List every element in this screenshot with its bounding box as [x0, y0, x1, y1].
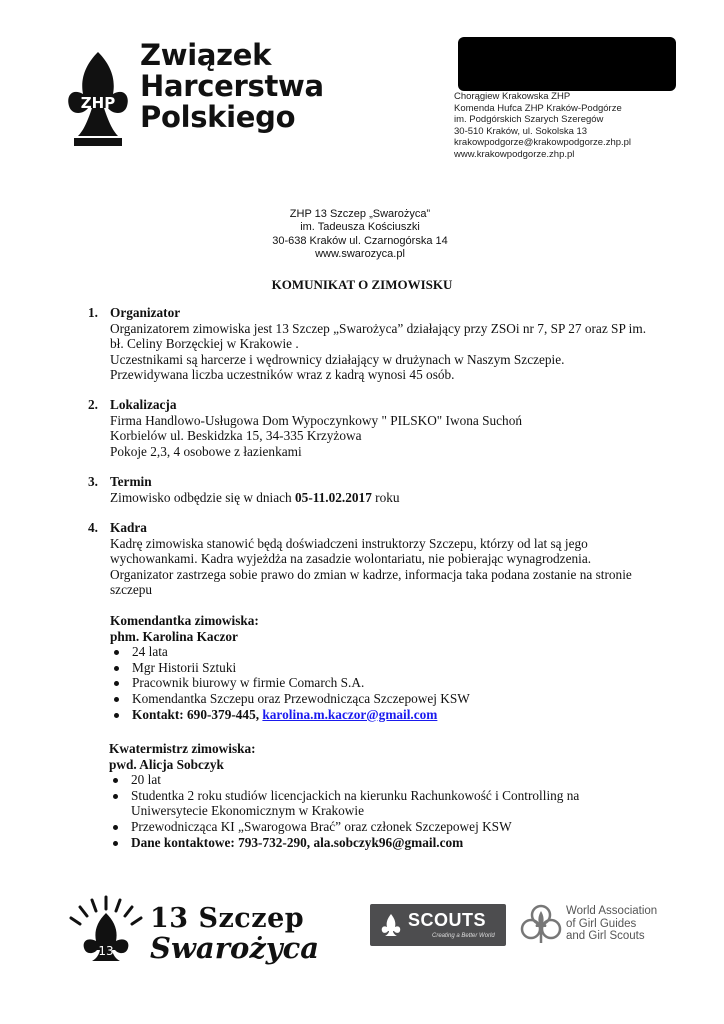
hq-address-line: 30-510 Kraków, ul. Sokolska 13 [454, 125, 588, 137]
zhp-lily-logo [66, 50, 130, 150]
troop-wordmark-line2: Swarożyca [150, 931, 320, 965]
section-location [88, 397, 648, 459]
wagggs-line: and Girl Scouts [566, 930, 645, 942]
list-item: Komendantka Szczepu oraz Przewodnicząca Szczepowej KSW [111, 691, 648, 707]
section-line: bł. Celiny Borzęckiej w Krakowie . [110, 336, 299, 352]
section-heading: Termin [110, 474, 152, 489]
section-line: Organizatorem zimowiska jest 13 Szczep „Swarożyca” działający przy ZSOi nr 7, SP 27 oraz SP im. [110, 320, 647, 336]
list-item [111, 707, 648, 723]
fleur-de-lis-icon [380, 913, 402, 937]
section-line: Organizator zastrzega sobie prawo do zmian w kadrze, informacja taka podana zostanie na stronie [110, 566, 632, 582]
list-item: 20 lat [110, 772, 648, 788]
list-item: Pracownik biurowy w firmie Comarch S.A. [111, 675, 648, 691]
section-line: Uczestnikami są harcerze i wędrownicy działający w drużynach w Naszym Szczepie. [110, 351, 565, 367]
wordmark-line: Związek [140, 38, 272, 72]
list-item-line: Studentka 2 roku studiów licencjackich na kierunku Rachunkowość i Controlling na [131, 787, 580, 803]
troop-address-line: im. Tadeusza Kościuszki [300, 221, 420, 234]
list-item: Mgr Historii Sztuki [111, 660, 648, 676]
commandant-email-link[interactable]: karolina.m.kaczor@gmail.com [262, 706, 438, 722]
section-line: Przewidywana liczba uczestników wraz z kadrą wynosi 45 osób. [110, 367, 455, 383]
hq-address-line: im. Podgórskich Szarych Szeregów [454, 114, 604, 126]
wordmark-line: Harcerstwa [140, 69, 324, 103]
section-line [110, 490, 648, 506]
wagggs-line: of Girl Guides [566, 917, 637, 930]
hq-address-block [454, 91, 714, 161]
camp-dates: 05-11.02.2017 [295, 489, 372, 505]
scouts-label: SCOUTS [408, 910, 487, 930]
section-line: Korbielów ul. Beskidzka 15, 34-335 Krzyżowa [110, 428, 362, 444]
troop-address-line: ZHP 13 Szczep „Swarożyca” [289, 208, 431, 220]
date-text-after: roku [371, 489, 400, 505]
hq-address-line: Chorągiew Krakowska ZHP [454, 91, 571, 102]
section-line: Pokoje 2,3, 4 osobowe z łazienkami [110, 443, 302, 459]
zhp-wordmark [140, 40, 350, 133]
hq-email: krakowpodgorze@krakowpodgorze.zhp.pl [454, 137, 632, 149]
troop-address-block [220, 208, 500, 261]
list-item: 24 lata [111, 644, 648, 660]
section-number: 3. [88, 474, 98, 489]
section-line: Firma Handlowo-Usługowa Dom Wypoczynkowy " PILSKO" Iwona Suchoń [110, 412, 522, 428]
svg-text:13: 13 [98, 944, 114, 958]
troop-website: www.swarozyca.pl [315, 247, 405, 260]
list-item [110, 788, 648, 819]
list-item: Przewodnicząca KI „Swarogowa Brać” oraz członek Szczepowej KSW [110, 819, 648, 835]
troop-wordmark [150, 905, 319, 964]
date-text-before: Zimowisko odbędzie się w dniach [110, 489, 296, 505]
section-organizer [88, 305, 648, 383]
section-line: Kadrę zimowiska stanowić będą doświadczeni instruktorzy Szczepu, którzy od lat są jego [110, 535, 588, 551]
quartermaster-contact: Dane kontaktowe: 793-732-290, ala.sobczyk96@gmail.com [110, 835, 648, 851]
section-heading: Lokalizacja [110, 397, 177, 412]
document-title: KOMUNIKAT O ZIMOWISKU [271, 277, 453, 292]
section-number: 1. [88, 305, 98, 320]
section-line: wychowankami. Kadra wyjeżdża na zasadzie wolontariatu, nie pobierając wynagrodzenia. [110, 551, 592, 567]
section-number: 4. [88, 520, 98, 535]
wagggs-line: World Association [566, 905, 658, 917]
quartermaster-name: pwd. Alicja Sobczyk [109, 756, 224, 772]
scouts-tagline: Creating a Better World [432, 933, 495, 939]
section-staff [88, 520, 648, 598]
list-item-line: Uniwersytecie Ekonomicznym w Krakowie [131, 803, 364, 819]
section-heading: Organizator [110, 305, 181, 320]
troop-address-line: 30-638 Kraków ul. Czarnogórska 14 [272, 234, 448, 247]
commandant-contact-label: Kontakt: 690-379-445, [132, 706, 263, 722]
section-date [88, 474, 648, 505]
quartermaster-block [88, 741, 648, 850]
wordmark-line: Polskiego [140, 100, 296, 134]
commandant-block [88, 613, 648, 722]
commandant-name: phm. Karolina Kaczor [110, 628, 238, 644]
scouts-logo [370, 904, 506, 946]
trefoil-icon [520, 903, 562, 952]
wagggs-wordmark [566, 905, 696, 943]
section-number: 2. [88, 397, 98, 412]
section-heading: Kadra [110, 520, 147, 535]
hq-address-line: Komenda Hufca ZHP Kraków-Podgórze [454, 102, 622, 114]
troop-wordmark-line1: 13 Szczep [150, 903, 305, 934]
section-line: szczepu [110, 582, 153, 598]
svg-text:ZHP: ZHP [80, 94, 116, 112]
troop-lily-logo [66, 893, 146, 968]
hq-website: www.krakowpodgorze.zhp.pl [454, 148, 575, 160]
commandant-role: Komendantka zimowiska: [110, 613, 259, 628]
redacted-block [458, 37, 676, 91]
quartermaster-role: Kwatermistrz zimowiska: [109, 741, 256, 756]
